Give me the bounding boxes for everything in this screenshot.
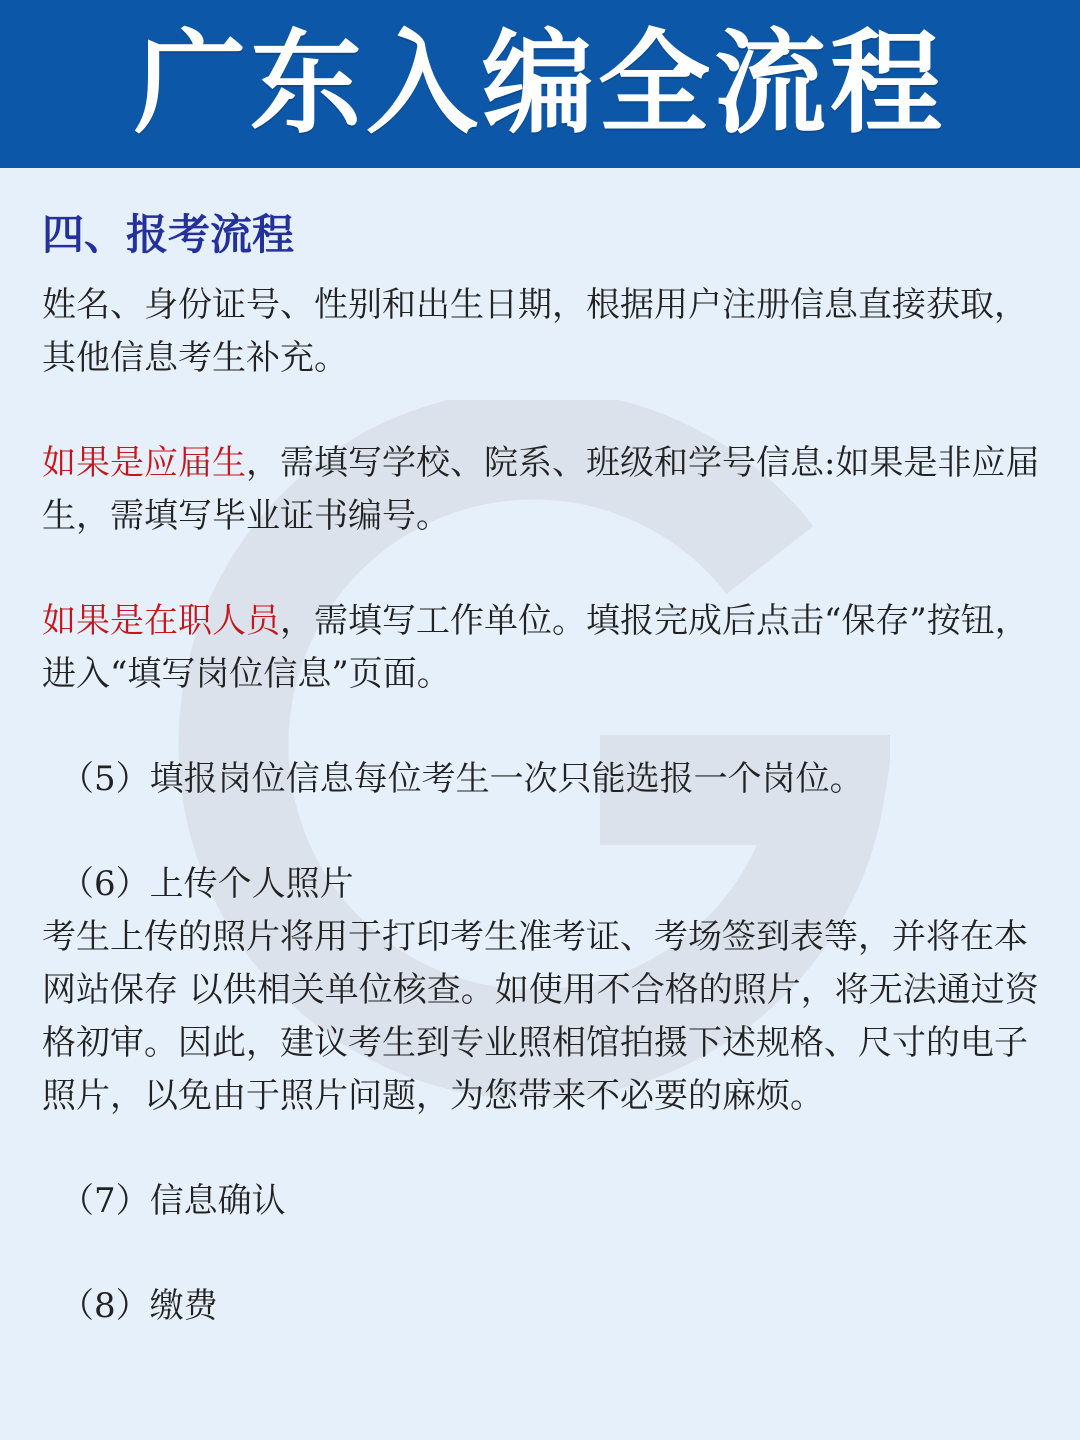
paragraph-graduate-text: ，需填写学校、院系、班级和学号信息:如果是非应届生，需填写毕业证书编号。	[42, 443, 1040, 536]
step-7: （7）信息确认	[60, 1181, 286, 1221]
highlight-employed: 如果是在职人员	[42, 601, 280, 641]
header-banner	[0, 0, 1080, 168]
paragraph-employed-text: ，需填写工作单位。填报完成后点击“保存”按钮，进入“填写岗位信息”页面。	[42, 601, 1029, 694]
paragraph-basic-info: 姓名、身份证号、性别和出生日期，根据用户注册信息直接获取，其他信息考生补充。	[42, 285, 1028, 378]
spacer	[42, 806, 1042, 858]
highlight-graduate: 如果是应届生	[42, 443, 246, 483]
spacer	[42, 543, 1042, 595]
section-title: 四、报考流程	[42, 210, 295, 259]
step-8: （8）缴费	[60, 1286, 218, 1326]
step-6: （6）上传个人照片	[60, 864, 354, 904]
spacer	[42, 1123, 1042, 1175]
spacer	[42, 385, 1042, 437]
paragraph-graduate	[42, 437, 1042, 543]
main-content	[42, 205, 1042, 1333]
spacer	[42, 701, 1042, 753]
page-title: 广东入编全流程	[134, 19, 946, 149]
step-5: （5）填报岗位信息每位考生一次只能选报一个岗位。	[60, 759, 864, 799]
spacer	[42, 1228, 1042, 1280]
step-6-description: 考生上传的照片将用于打印考生准考证、考场签到表等，并将在本网站保存 以供相关单位核查。如使用不合格的照片，将无法通过资格初审。因此，建议考生到专业照相馆拍摄下述规格、尺寸的电子照片，以免由于照片问题，为您带来不必要的麻烦。	[42, 917, 1039, 1116]
paragraph-employed	[42, 595, 1042, 701]
